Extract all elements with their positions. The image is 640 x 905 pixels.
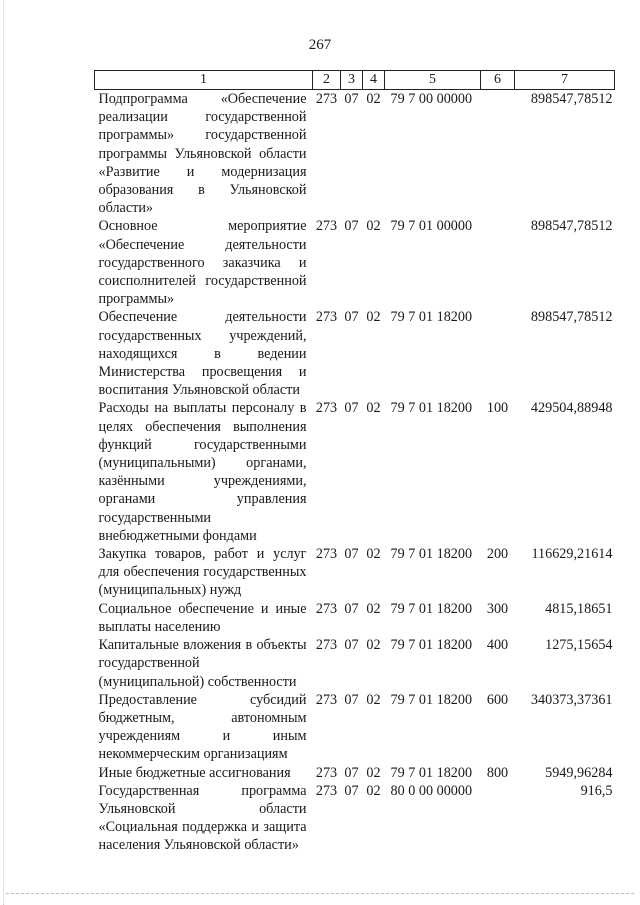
col-header-2: 2 — [313, 71, 341, 90]
row-ministry-code: 273 — [315, 91, 338, 107]
row-name: Капитальные вложения в объекты государственной (муниципальной) собственности — [98, 637, 307, 690]
row-amount: 429504,88948 — [530, 400, 613, 417]
page-number: 267 — [308, 37, 332, 53]
col-header-7: 7 — [515, 71, 615, 90]
row-ministry-code: 273 — [315, 691, 338, 708]
row-ministry-code: 273 — [315, 782, 338, 799]
row-subsection-code: 02 — [366, 782, 381, 799]
row-name: Государственная программа Ульяновской области «Социальная поддержка и защита населения Ульяновской области» — [98, 782, 307, 854]
row-amount: 1275,15654 — [545, 637, 613, 654]
row-name: Закупка товаров, работ и услуг для обеспечения государственных (муниципальных) нужд — [98, 546, 307, 599]
row-target-code: 79 7 01 18200 — [390, 691, 473, 708]
row-subsection-code: 02 — [366, 600, 381, 617]
row-target-code: 79 7 01 18200 — [390, 309, 473, 326]
row-expense-type — [481, 308, 515, 399]
row-name: Подпрограмма «Обеспечение реализации государственной программы» государственной программы Ульяновской области «Развитие и модернизация образования в Ульяновской области» — [98, 91, 307, 217]
scan-edge — [3, 0, 4, 905]
table-row — [95, 782, 615, 855]
row-target-code: 79 7 01 18200 — [390, 764, 473, 781]
table-row — [95, 636, 615, 691]
row-name: Основное мероприятие «Обеспечение деятельности государственного заказчика и соисполнителей государственной программы» — [98, 218, 307, 308]
row-expense-type: 600 — [486, 691, 509, 708]
row-expense-type — [481, 217, 515, 308]
row-amount: 898547,78512 — [530, 91, 613, 107]
row-amount: 916,5 — [580, 782, 613, 799]
row-section-code: 07 — [344, 691, 359, 708]
row-ministry-code: 273 — [315, 546, 338, 563]
row-section-code: 07 — [344, 218, 359, 235]
row-target-code: 79 7 01 18200 — [390, 400, 473, 417]
row-name: Иные бюджетные ассигнования — [98, 764, 291, 781]
table-row — [95, 600, 615, 636]
row-subsection-code: 02 — [366, 309, 381, 326]
row-section-code: 07 — [344, 637, 359, 654]
table-row — [95, 399, 615, 545]
row-target-code: 79 7 01 18200 — [390, 546, 473, 563]
row-subsection-code: 02 — [366, 91, 381, 107]
row-subsection-code: 02 — [366, 764, 381, 781]
row-amount: 116629,21614 — [531, 546, 613, 563]
budget-table — [94, 70, 615, 855]
page-bottom-edge — [6, 893, 634, 894]
row-section-code: 07 — [344, 782, 359, 799]
row-target-code: 79 7 00 00000 — [390, 91, 473, 107]
row-name: Обеспечение деятельности государственных учреждений, находящихся в ведении Министерства просвещения и воспитания Ульяновской области — [98, 309, 307, 399]
row-subsection-code: 02 — [366, 637, 381, 654]
row-amount: 898547,78512 — [530, 309, 613, 326]
row-section-code: 07 — [344, 91, 359, 107]
row-expense-type — [481, 90, 515, 218]
row-ministry-code: 273 — [315, 309, 338, 326]
row-amount: 340373,37361 — [530, 691, 613, 708]
table-row — [95, 691, 615, 764]
row-amount: 5949,96284 — [545, 764, 613, 781]
col-header-5: 5 — [385, 71, 481, 90]
row-target-code: 80 0 00 00000 — [390, 782, 473, 799]
row-expense-type: 800 — [486, 764, 509, 781]
header-row — [95, 71, 615, 90]
row-amount: 4815,18651 — [545, 600, 613, 617]
row-expense-type: 100 — [486, 400, 509, 417]
row-target-code: 79 7 01 00000 — [390, 218, 473, 235]
row-ministry-code: 273 — [315, 600, 338, 617]
row-expense-type: 200 — [486, 546, 509, 563]
col-header-1: 1 — [95, 71, 313, 90]
row-expense-type — [481, 782, 515, 855]
row-expense-type: 400 — [486, 637, 509, 654]
col-header-3: 3 — [341, 71, 363, 90]
row-section-code: 07 — [344, 546, 359, 563]
table-row — [95, 308, 615, 399]
row-ministry-code: 273 — [315, 400, 338, 417]
table-row — [95, 545, 615, 600]
row-target-code: 79 7 01 18200 — [390, 600, 473, 617]
table-row — [95, 217, 615, 308]
row-name: Предоставление субсидий бюджетным, автономным учреждениям и иным некоммерческим организациям — [98, 691, 307, 763]
row-section-code: 07 — [344, 600, 359, 617]
col-header-4: 4 — [363, 71, 385, 90]
col-header-6: 6 — [481, 71, 515, 90]
row-subsection-code: 02 — [366, 691, 381, 708]
table-row — [95, 764, 615, 782]
budget-table-container — [94, 70, 614, 855]
row-ministry-code: 273 — [315, 764, 338, 781]
row-expense-type: 300 — [486, 600, 509, 617]
row-name: Расходы на выплаты персоналу в целях обеспечения выполнения функций государственными (муниципальными) органами, казёнными учреждениями, органами управления государственными внебюджетными фондами — [98, 400, 307, 544]
row-section-code: 07 — [344, 764, 359, 781]
row-subsection-code: 02 — [366, 546, 381, 563]
row-ministry-code: 273 — [315, 637, 338, 654]
row-section-code: 07 — [344, 309, 359, 326]
row-amount: 898547,78512 — [530, 218, 613, 235]
table-row — [95, 90, 615, 218]
row-section-code: 07 — [344, 400, 359, 417]
row-subsection-code: 02 — [366, 400, 381, 417]
row-subsection-code: 02 — [366, 218, 381, 235]
row-target-code: 79 7 01 18200 — [390, 637, 473, 654]
row-ministry-code: 273 — [315, 218, 338, 235]
row-name: Социальное обеспечение и иные выплаты населению — [98, 600, 307, 635]
